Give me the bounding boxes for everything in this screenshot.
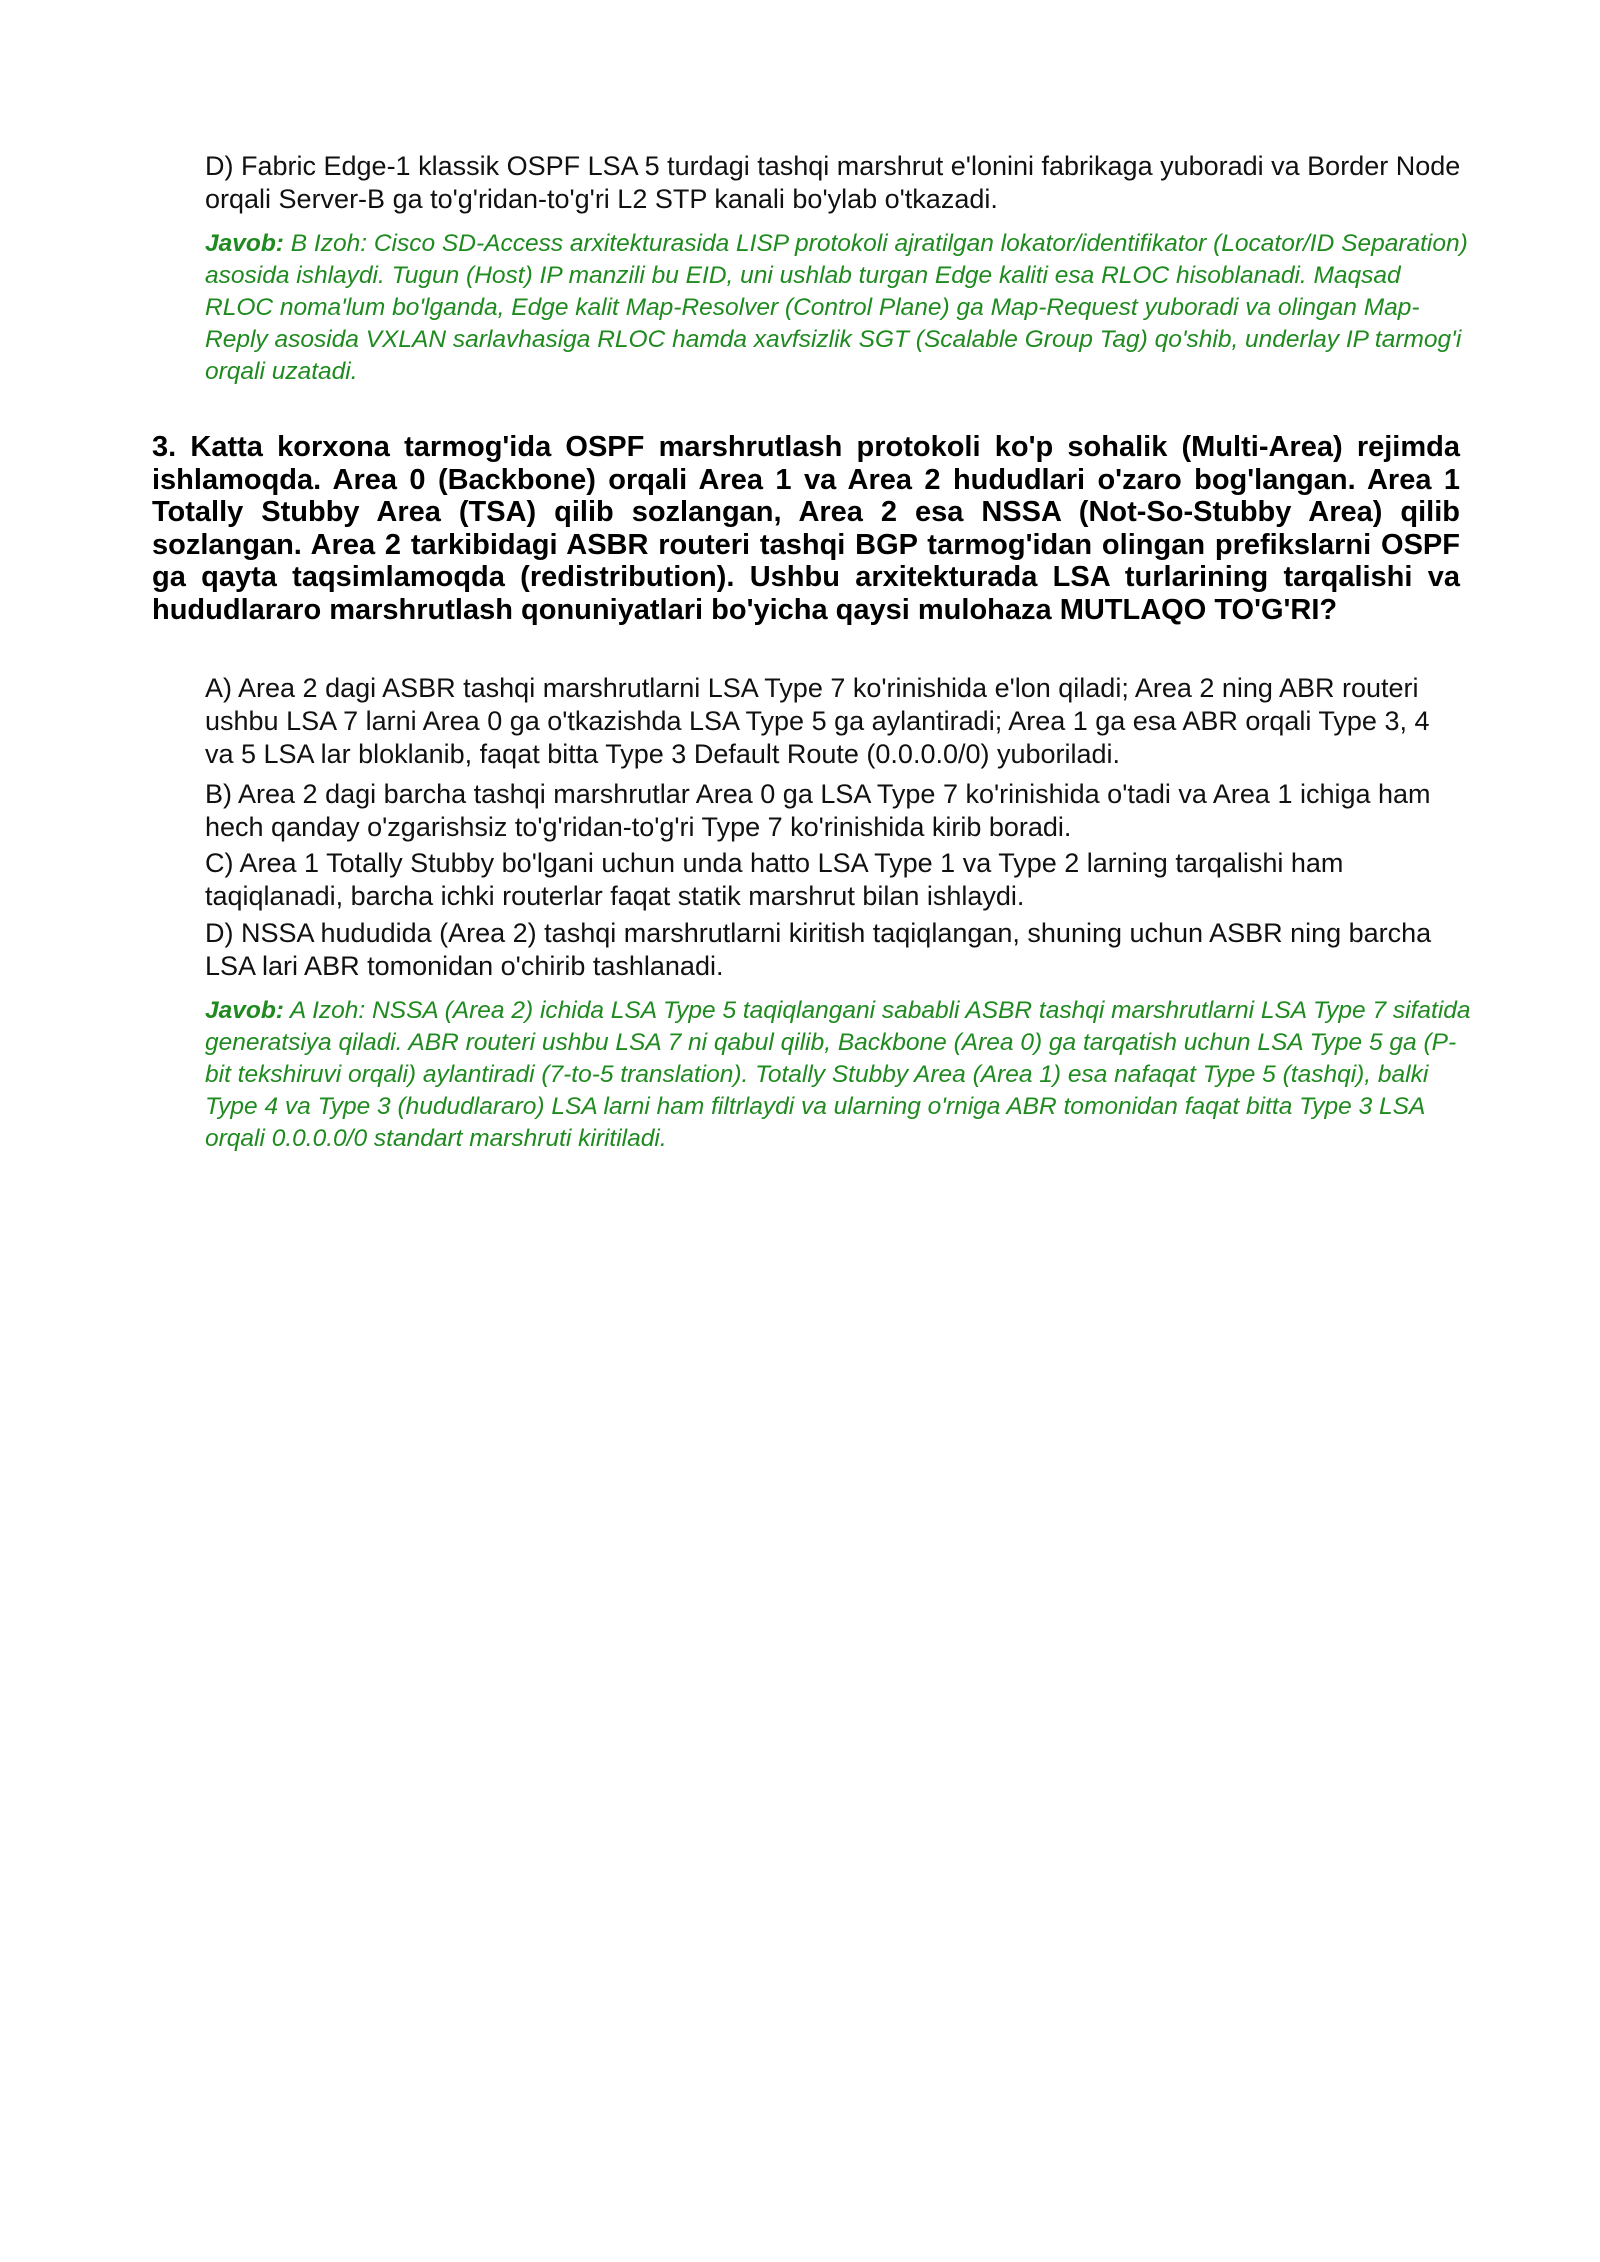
prev-question-option-d: D) Fabric Edge-1 klassik OSPF LSA 5 turdagi tashqi marshrut e'lonini fabrikaga yuboradi va Border Node orqali Server-B ga to'g'ridan-to'g'ri L2 STP kanali bo'ylab o'tkazadi. — [205, 151, 1461, 214]
answer-label: Javob: — [205, 230, 284, 257]
question-3-option-d: D) NSSA hududida (Area 2) tashqi marshrutlarni kiritish taqiqlangan, shuning uchun ASBR ning barcha LSA lari ABR tomonidan o'chirib tashlanadi. — [205, 918, 1432, 981]
answer-explanation: B Izoh: Cisco SD-Access arxitekturasida LISP protokoli ajratilgan lokator/identifikator (Locator/ID Separation) asosida ishlaydi. Tugun (Host) IP manzili bu EID, uni ushlab turgan Edge kaliti esa RLOC hisoblanadi. Maqsad RLOC noma'lum bo'lganda, Edge kalit Map-Resolver (Control Plane) ga Map-Request yuboradi va olingan Map-Reply asosida VXLAN sarlavhasiga RLOC hamda xavfsizlik SGT (Scalable Group Tag) qo'shib, underlay IP tarmog'i orqali uzatadi. — [205, 230, 1468, 385]
question-3-answer — [205, 995, 1475, 1155]
answer-explanation: A Izoh: NSSA (Area 2) ichida LSA Type 5 taqiqlangani sababli ASBR tashqi marshrutlarni LSA Type 7 sifatida generatsiya qiladi. ABR routeri ushbu LSA 7 ni qabul qilib, Backbone (Area 0) ga tarqatish uchun LSA Type 5 ga (P-bit tekshiruvi orqali) aylantiradi (7-to-5 translation). Totally Stubby Area (Area 1) esa nafaqat Type 5 (tashqi), balki Type 4 va Type 3 (hududlararo) LSA larni ham filtrlaydi va ularning o'rniga ABR tomonidan faqat bitta Type 3 LSA orqali 0.0.0.0/0 standart marshruti kiritiladi. — [205, 997, 1471, 1152]
question-3-text: 3. Katta korxona tarmog'ida OSPF marshrutlash protokoli ko'p sohalik (Multi-Area) rejimda ishlamoqda. Area 0 (Backbone) orqali Area 1 va Area 2 hududlari o'zaro bog'langan. Area 1 Totally Stubby Area (TSA) qilib sozlangan, Area 2 esa NSSA (Not-So-Stubby Area) qilib sozlangan. Area 2 tarkibidagi ASBR routeri tashqi BGP tarmog'idan olingan prefikslarni OSPF ga qayta taqsimlamoqda (redistribution). Ushbu arxitekturada LSA turlarining tarqalishi va hududlararo marshrutlash qonuniyatlari bo'yicha qaysi mulohaza MUTLAQO TO'G'RI? — [152, 431, 1460, 626]
question-3-option-b: B) Area 2 dagi barcha tashqi marshrutlar Area 0 ga LSA Type 7 ko'rinishida o'tadi va Area 1 ichiga ham hech qanday o'zgarishsiz to'g'ridan-to'g'ri Type 7 ko'rinishida kirib boradi. — [205, 779, 1431, 842]
question-3-option-c: C) Area 1 Totally Stubby bo'lgani uchun unda hatto LSA Type 1 va Type 2 larning tarqalishi ham taqiqlanadi, barcha ichki routerlar faqat statik marshrut bilan ishlaydi. — [205, 848, 1344, 911]
answer-label: Javob: — [205, 997, 284, 1024]
question-3-option-a: A) Area 2 dagi ASBR tashqi marshrutlarni LSA Type 7 ko'rinishida e'lon qiladi; Area 2 ning ABR routeri ushbu LSA 7 larni Area 0 ga o'tkazishda LSA Type 5 ga aylantiradi; Area 1 ga esa ABR orqali Type 3, 4 va 5 LSA lar bloklanib, faqat bitta Type 3 Default Route (0.0.0.0/0) yuboriladi. — [205, 673, 1430, 769]
prev-question-answer — [205, 228, 1475, 388]
